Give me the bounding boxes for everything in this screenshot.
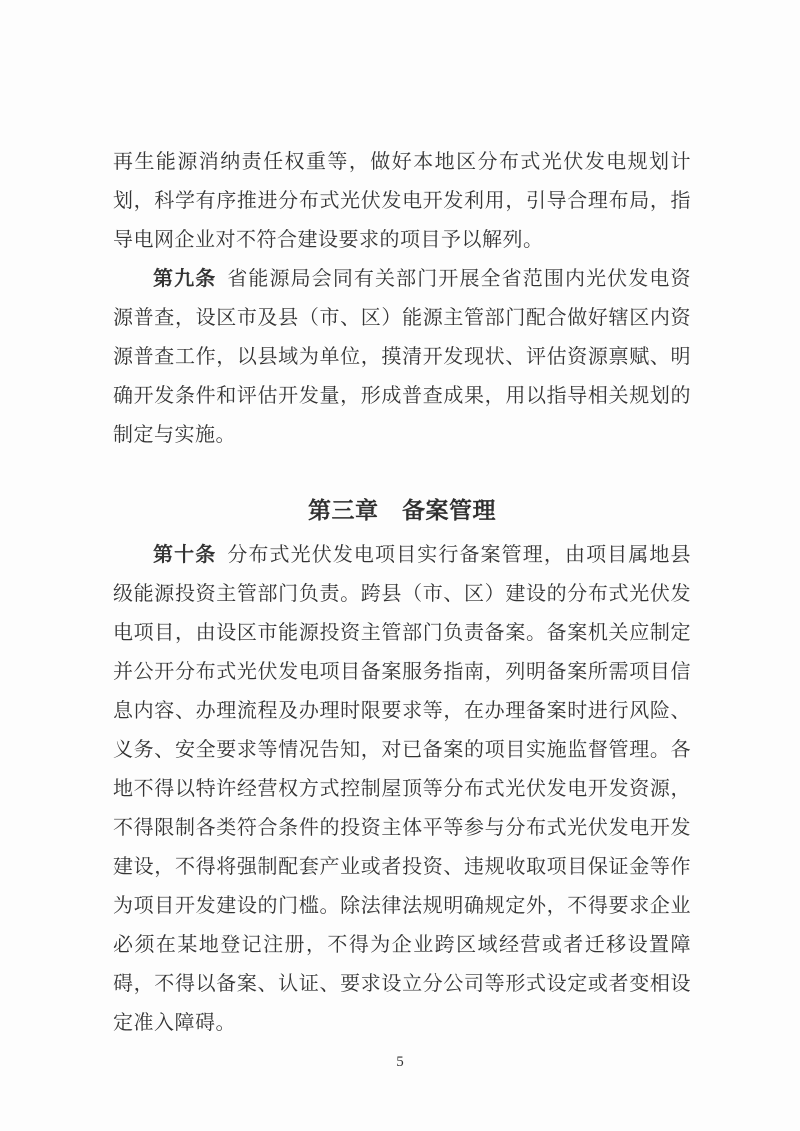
chapter-3-heading: 第三章 备案管理 [308,498,496,523]
page-number: 5 [396,1054,404,1070]
article-10-paragraph [113,536,691,1043]
article-9-paragraph [113,260,691,455]
page-body [113,143,691,1043]
article-10-label: 第十条 [153,544,217,566]
article-10-text: 分布式光伏发电项目实行备案管理，由项目属地县级能源投资主管部门负责。跨县（市、区）建设的分布式光伏发电项目，由设区市能源投资主管部门负责备案。备案机关应制定并公开分布式光伏发电项目备案服务指南，列明备案所需项目信息内容、办理流程及办理时限要求等，在办理备案时进行风险、义务、安全要求等情况告知，对已备案的项目实施监督管理。各地不得以特许经营权方式控制屋顶等分布式光伏发电开发资源，不得限制各类符合条件的投资主体平等参与分布式光伏发电开发建设，不得将强制配套产业或者投资、违规收取项目保证金等作为项目开发建设的门槛。除法律法规明确规定外，不得要求企业必须在某地登记注册，不得为企业跨区域经营或者迁移设置障碍，不得以备案、认证、要求设立分公司等形式设定或者变相设定准入障碍。 [113,544,691,1034]
article-9-text: 省能源局会同有关部门开展全省范围内光伏发电资源普查，设区市及县（市、区）能源主管部门配合做好辖区内资源普查工作，以县域为单位，摸清开发现状、评估资源禀赋、明确开发条件和评估开发量，形成普查成果，用以指导相关规划的制定与实施。 [113,268,691,446]
article-9-label: 第九条 [153,268,217,290]
continuation-paragraph: 再生能源消纳责任权重等，做好本地区分布式光伏发电规划计划，科学有序推进分布式光伏发电开发利用，引导合理布局，指导电网企业对不符合建设要求的项目予以解列。 [113,151,691,251]
